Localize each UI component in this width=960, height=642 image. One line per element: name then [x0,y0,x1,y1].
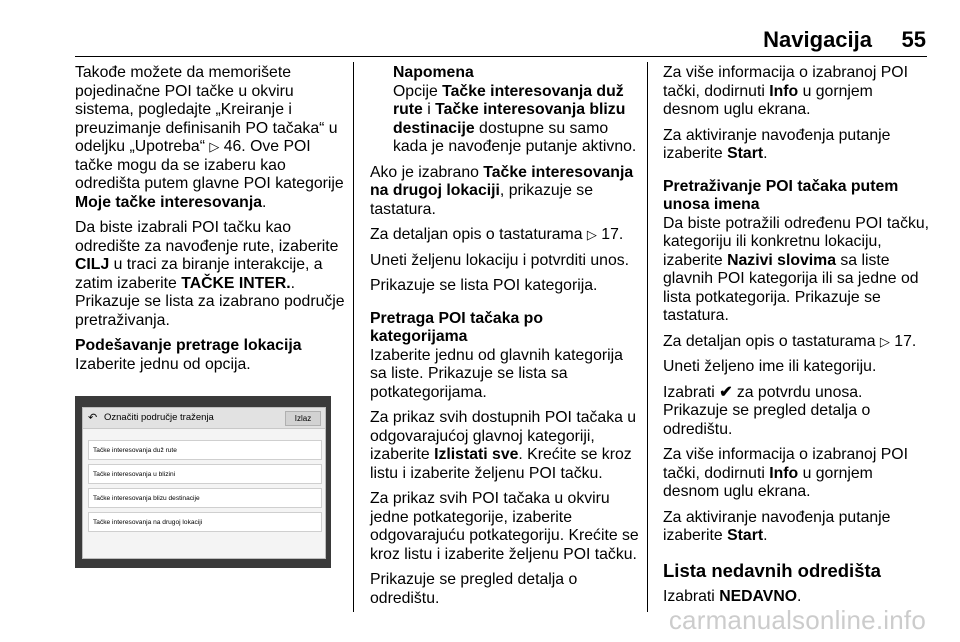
section-heading: Pretraga POI tačaka po kategorijama [370,309,543,345]
header-title: Navigacija [763,27,872,52]
paragraph [663,384,931,403]
column-2 [370,64,640,615]
bold-text: CILJ [75,256,110,273]
bold-text: Tačke interesovanja blizu destinacije [393,101,626,137]
bold-text: NEDAVNO [719,587,798,605]
text: Da biste izabrali POI tačku kao odredište za navođenje rute, izaberite [75,219,339,255]
paragraph [370,226,640,245]
text: Za detaljan opis o tastaturama [663,332,880,350]
back-arrow-icon: ↶ [88,412,98,424]
paragraph [663,64,931,120]
bold-text: Tačke interesovanja duž rute [393,82,624,118]
text: Za aktiviranje navođenja putanje izaberite [663,126,891,162]
paragraph [370,409,640,483]
paragraph: Prikazuje se pregled detalja o odredištu. [663,402,871,438]
paragraph [663,446,931,502]
text: Za detaljan opis o tastaturama [370,226,587,243]
text: Da biste potražili određenu POI tačku, kategoriju ili konkretnu lokaciju, izaberite [663,214,930,269]
checkmark-icon: ✔ [719,383,733,401]
text: 17. [889,332,917,350]
watermark: carmanualsonline.info [668,605,926,635]
page-number: 55 [901,27,926,52]
page-reference-arrow-icon: ▷ [586,227,597,242]
embedded-screen [82,407,326,559]
paragraph [663,509,931,546]
text: Izabrati [663,383,720,401]
bold-text: Moje tačke interesovanja [75,193,263,211]
paragraph [663,127,931,164]
list-item: Tačke interesovanja blizu destinacije [88,488,322,508]
note-box [370,64,640,157]
bold-text: Info [769,464,799,482]
text: u gornjem desnom uglu ekrana. [663,464,873,500]
exit-button: Izlaz [285,411,321,426]
paragraph: Uneti željenu lokaciju i potvrditi unos. [370,251,630,269]
text: , prikazuje se tastatura. [370,182,593,218]
text: Opcije [393,82,443,100]
text: . [763,145,768,162]
bold-text: Izlistati sve [434,446,519,463]
column-divider-2 [647,62,648,612]
header-divider [75,56,927,57]
text: . [763,527,768,544]
text: u gornjem desnom uglu ekrana. [663,82,873,118]
text: u traci za biranje interakcije, a zatim izaberite [75,256,323,292]
list-item: Tačke interesovanja duž rute [88,440,322,460]
text: i [422,101,436,118]
bold-text: Tačke interesovanja na drugoj lokaciji [370,163,634,199]
text: Za prikaz svih dostupnih POI tačaka u odgovarajućoj glavnoj kategoriji, izaberite [370,409,637,463]
text: Za više informacija o izabranoj POI tački, dodirnuti [663,446,908,482]
text: Za aktiviranje navođenja putanje izaberite [663,508,891,544]
list-item: Tačke interesovanja u blizini [88,464,322,484]
embedded-screen-image [75,396,331,568]
bold-text: TAČKE INTER. [181,274,291,292]
bold-text: Start [727,145,764,162]
section-heading: Podešavanje pretrage lokacija [75,337,302,354]
paragraph: Prikazuje se lista POI kategorija. [370,277,598,294]
text: . [262,193,267,211]
text: Takođe možete da memorišete pojedinačne POI tačke u okviru sistema, pogledajte „Kreiranje i preuzimanje definisanih PO tačaka“ u odeljku „Upotreba“ [75,64,338,155]
page-reference-arrow-icon: ▷ [879,333,890,349]
paragraph [75,219,345,330]
text: Izabrati [663,587,720,605]
paragraph [663,588,931,607]
text: dostupne su samo kada je navođenje putanje aktivno. [393,119,637,155]
text: . [290,274,296,292]
section-heading-large: Lista nedavnih odredišta [663,559,881,581]
paragraph [663,215,931,326]
section-heading: Pretraživanje POI tačaka putem unosa imena [663,177,899,213]
embedded-title-bar [83,408,325,429]
paragraph: Izaberite jednu od opcija. [75,355,251,373]
column-divider-1 [353,62,354,612]
column-1 [75,64,345,381]
note-title: Napomena [393,64,474,81]
bold-text: Info [769,82,799,100]
text: sa liste glavnih POI kategorija ili sa jedne od lista potkategorija. Prikazuje se tastatura. [663,251,919,324]
text: za potvrdu unosa. [732,383,863,401]
text: Za više informacija o izabranoj POI tački, dodirnuti [663,64,908,100]
column-3 [663,64,931,613]
text: Prikazuje se lista za izabrano područje pretraživanja. [75,293,345,329]
text: 46. Ove POI tačke mogu da se izaberu kao odredišta putem glavne POI kategorije [75,138,344,192]
note-text [393,83,640,157]
page-reference-arrow-icon: ▷ [209,139,220,154]
bold-text: Start [727,527,764,544]
paragraph [75,64,345,212]
text: 17. [596,226,624,243]
bold-text: Nazivi slovima [727,251,836,269]
embedded-title: Označiti područje traženja [104,412,214,423]
paragraph: Izaberite jednu od glavnih kategorija sa liste. Prikazuje se lista sa potkategorijama. [370,346,623,401]
paragraph: Prikazuje se pregled detalja o odredištu. [370,571,578,607]
paragraph [663,333,931,352]
paragraph [370,164,640,220]
paragraph: Za prikaz svih POI tačaka u okviru jedne potkategorije, izaberite odgovarajuću potkategoriju. Krećite se kroz listu i izaberite željenu POI tačku. [370,490,639,563]
text: Ako je izabrano [370,163,484,181]
list-item: Tačke interesovanja na drugoj lokaciji [88,512,322,532]
text: . Krećite se kroz listu i izaberite željenu POI tačku. [370,446,632,482]
text: . [797,587,802,605]
paragraph: Uneti željeno ime ili kategoriju. [663,358,877,375]
